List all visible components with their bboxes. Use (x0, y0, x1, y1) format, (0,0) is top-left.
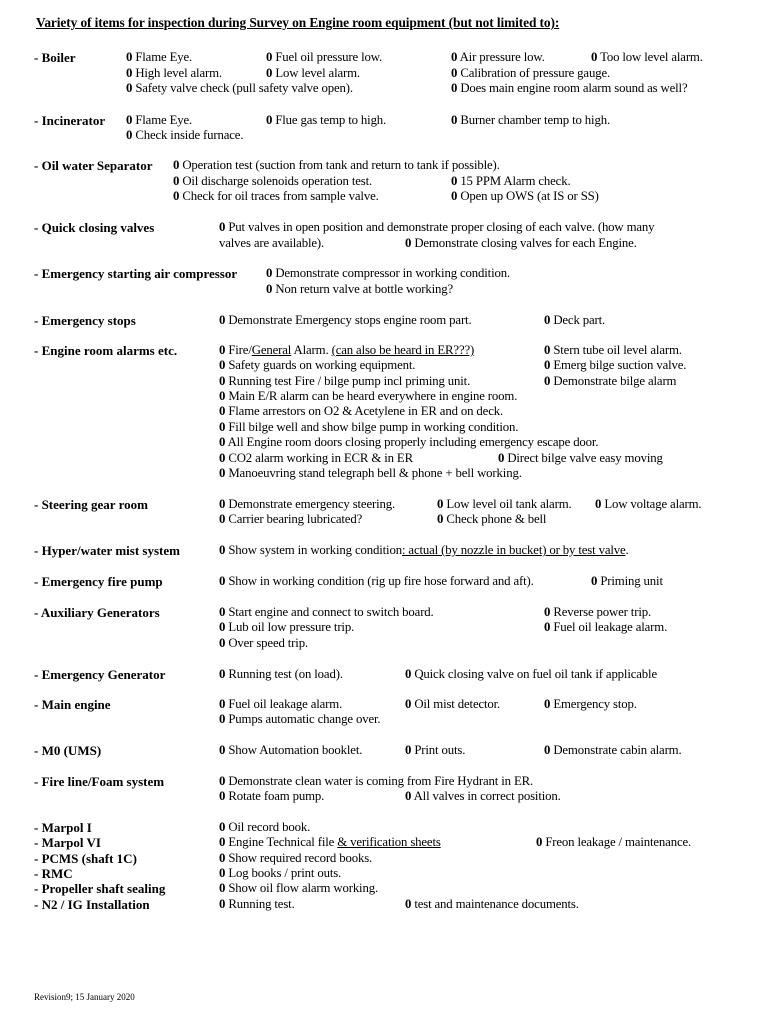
check-mark: 0 (266, 50, 273, 64)
check-mark: 0 (219, 881, 226, 895)
check-item: 0 Show oil flow alarm working. (219, 881, 379, 895)
check-item: 0 Running test. (219, 897, 295, 911)
check-item: 0 Start engine and connect to switch board. (219, 605, 434, 619)
check-mark: 0 (219, 466, 226, 480)
check-item: 0 Direct bilge valve easy moving (498, 451, 663, 465)
check-mark: 0 (266, 266, 273, 280)
check-mark: 0 (219, 789, 226, 803)
check-mark: 0 (219, 866, 226, 880)
check-mark: 0 (544, 697, 551, 711)
check-mark: 0 (544, 358, 551, 372)
check-item: 0 Print outs. (405, 743, 466, 757)
check-item: 0 Show required record books. (219, 851, 373, 865)
section-label-steering-gear-room: - Steering gear room (34, 497, 148, 512)
check-item: 0 All valves in correct position. (405, 789, 561, 803)
section-label-propeller-shaft-sealing: - Propeller shaft sealing (34, 881, 166, 896)
check-mark: 0 (219, 497, 226, 511)
check-item: 0 Show Automation booklet. (219, 743, 363, 757)
check-item: 0 Low voltage alarm. (595, 497, 702, 511)
check-item: 0 Calibration of pressure gauge. (451, 66, 611, 80)
check-mark: 0 (219, 743, 226, 757)
check-item: 0 Burner chamber temp to high. (451, 113, 610, 127)
check-mark: 0 (544, 620, 551, 634)
check-mark: 0 (219, 774, 226, 788)
section-label-marpol-i: - Marpol I (34, 820, 92, 835)
check-item: 0 Manoeuvring stand telegraph bell & phone + bell working. (219, 466, 522, 480)
check-item: 0 Demonstrate cabin alarm. (544, 743, 682, 757)
check-mark: 0 (219, 543, 226, 557)
check-mark: 0 (266, 113, 273, 127)
check-mark: 0 (451, 113, 458, 127)
check-item: 0 Lub oil low pressure trip. (219, 620, 355, 634)
check-item: 0 All Engine room doors closing properly including emergency escape door. (219, 435, 599, 449)
check-item: 0 Main E/R alarm can be heard everywhere in engine room. (219, 389, 518, 403)
check-item: 0 Open up OWS (at IS or SS) (451, 189, 599, 203)
check-item: 0 Deck part. (544, 313, 606, 327)
check-item: 0 Too low level alarm. (591, 50, 703, 64)
document-title: Variety of items for inspection during Survey on Engine room equipment (but not limited to): (36, 15, 560, 30)
check-mark: 0 (219, 404, 226, 418)
check-mark: 0 (544, 374, 551, 388)
section-label-main-engine: - Main engine (34, 697, 111, 712)
check-mark: 0 (219, 574, 226, 588)
check-item: 0 Demonstrate emergency steering. (219, 497, 396, 511)
check-mark: 0 (219, 636, 226, 650)
check-item: 0 Quick closing valve on fuel oil tank if applicable (405, 667, 657, 681)
check-item-continuation: valves are available). (219, 236, 325, 250)
check-mark: 0 (437, 512, 444, 526)
check-mark: 0 (405, 667, 412, 681)
check-mark: 0 (219, 374, 226, 388)
check-item: 0 Flame Eye. (126, 50, 193, 64)
check-mark: 0 (451, 50, 458, 64)
check-item: 0 test and maintenance documents. (405, 897, 579, 911)
check-item: 0 Demonstrate compressor in working condition. (266, 266, 511, 280)
section-label-auxiliary-generators: - Auxiliary Generators (34, 605, 160, 620)
check-item: 0 Emerg bilge suction valve. (544, 358, 687, 372)
check-mark: 0 (219, 835, 226, 849)
check-item: 0 Fuel oil pressure low. (266, 50, 383, 64)
check-mark: 0 (544, 605, 551, 619)
check-item: 0 Check phone & bell (437, 512, 547, 526)
check-item: 0 Fuel oil leakage alarm. (219, 697, 343, 711)
check-mark: 0 (219, 712, 226, 726)
check-item: 0 Does main engine room alarm sound as well? (451, 81, 688, 95)
check-mark: 0 (219, 435, 226, 449)
check-item: 0 Demonstrate bilge alarm (544, 374, 677, 388)
section-label-emergency-starting-air-compressor: - Emergency starting air compressor (34, 266, 238, 281)
check-item: 0 Pumps automatic change over. (219, 712, 381, 726)
check-mark: 0 (591, 574, 598, 588)
check-mark: 0 (219, 605, 226, 619)
check-mark: 0 (219, 389, 226, 403)
check-mark: 0 (591, 50, 598, 64)
check-item: 0 Low level alarm. (266, 66, 360, 80)
section-label-fire-line-foam: - Fire line/Foam system (34, 774, 165, 789)
check-item: 0 Engine Technical file & verification sheets (219, 835, 441, 849)
check-item: 0 Demonstrate Emergency stops engine room part. (219, 313, 472, 327)
check-mark: 0 (173, 174, 180, 188)
check-item: 0 Fill bilge well and show bilge pump in working condition. (219, 420, 519, 434)
check-mark: 0 (405, 743, 412, 757)
check-mark: 0 (595, 497, 602, 511)
check-mark: 0 (544, 313, 551, 327)
section-label-pcms: - PCMS (shaft 1C) (34, 851, 137, 866)
check-item: 0 Rotate foam pump. (219, 789, 325, 803)
check-mark: 0 (219, 343, 226, 357)
check-mark: 0 (498, 451, 505, 465)
check-mark: 0 (219, 667, 226, 681)
check-mark: 0 (451, 66, 458, 80)
check-mark: 0 (451, 189, 458, 203)
check-item: 0 Non return valve at bottle working? (266, 282, 454, 296)
check-mark: 0 (126, 128, 133, 142)
check-mark: 0 (173, 158, 180, 172)
check-item: 0 Fire/General Alarm. (can also be heard in ER???) (219, 343, 475, 357)
check-item: 0 Running test (on load). (219, 667, 343, 681)
check-item: 0 Operation test (suction from tank and return to tank if possible). (173, 158, 500, 172)
section-label-hyper-water-mist: - Hyper/water mist system (34, 543, 180, 558)
check-mark: 0 (544, 743, 551, 757)
check-item: 0 Freon leakage / maintenance. (536, 835, 692, 849)
section-label-marpol-vi: - Marpol VI (34, 835, 101, 850)
check-mark: 0 (126, 66, 133, 80)
check-item: 0 Emergency stop. (544, 697, 637, 711)
section-label-n2-ig: - N2 / IG Installation (34, 897, 150, 912)
check-mark: 0 (536, 835, 543, 849)
check-item: 0 Safety valve check (pull safety valve open). (126, 81, 353, 95)
check-item: 0 Stern tube oil level alarm. (544, 343, 682, 357)
check-item: 0 Running test Fire / bilge pump incl priming unit. (219, 374, 471, 388)
section-label-emergency-generator: - Emergency Generator (34, 667, 166, 682)
check-mark: 0 (219, 420, 226, 434)
check-item: 0 High level alarm. (126, 66, 222, 80)
check-item: 0 CO2 alarm working in ECR & in ER (219, 451, 413, 465)
check-item: 0 Oil discharge solenoids operation test. (173, 174, 373, 188)
check-item: 0 Log books / print outs. (219, 866, 342, 880)
check-mark: 0 (451, 81, 458, 95)
check-mark: 0 (219, 851, 226, 865)
check-mark: 0 (219, 451, 226, 465)
check-mark: 0 (219, 512, 226, 526)
section-label-oil-water-separator: - Oil water Separator (34, 158, 153, 173)
check-item: 0 Over speed trip. (219, 636, 308, 650)
check-mark: 0 (405, 789, 412, 803)
section-label-rmc: - RMC (34, 866, 73, 881)
check-item: 0 15 PPM Alarm check. (451, 174, 571, 188)
check-mark: 0 (219, 697, 226, 711)
check-mark: 0 (219, 897, 226, 911)
check-item: 0 Low level oil tank alarm. (437, 497, 572, 511)
section-label-ums: - M0 (UMS) (34, 743, 102, 758)
check-item: 0 Carrier bearing lubricated? (219, 512, 363, 526)
check-mark: 0 (219, 220, 226, 234)
check-mark: 0 (219, 358, 226, 372)
check-item: 0 Safety guards on working equipment. (219, 358, 416, 372)
check-mark: 0 (219, 620, 226, 634)
check-mark: 0 (219, 820, 226, 834)
check-item: 0 Show system in working condition: actual (by nozzle in bucket) or by test valve. (219, 543, 629, 557)
check-item: 0 Check inside furnace. (126, 128, 244, 142)
revision-footer: Revision9; 15 January 2020 (34, 992, 135, 1002)
check-item: 0 Oil mist detector. (405, 697, 501, 711)
check-mark: 0 (437, 497, 444, 511)
section-label-emergency-stops: - Emergency stops (34, 313, 136, 328)
check-item: 0 Priming unit (591, 574, 663, 588)
check-mark: 0 (219, 313, 226, 327)
check-mark: 0 (173, 189, 180, 203)
check-mark: 0 (266, 282, 273, 296)
check-mark: 0 (405, 897, 412, 911)
section-label-quick-closing-valves: - Quick closing valves (34, 220, 155, 235)
check-item: 0 Show in working condition (rig up fire hose forward and aft). (219, 574, 534, 588)
check-item: 0 Reverse power trip. (544, 605, 652, 619)
check-mark: 0 (126, 50, 133, 64)
check-item: 0 Demonstrate clean water is coming from Fire Hydrant in ER. (219, 774, 534, 788)
check-mark: 0 (405, 697, 412, 711)
check-mark: 0 (451, 174, 458, 188)
section-label-incinerator: - Incinerator (34, 113, 106, 128)
check-mark: 0 (544, 343, 551, 357)
check-mark: 0 (405, 236, 412, 250)
section-label-engine-room-alarms: - Engine room alarms etc. (34, 343, 178, 358)
check-item: 0 Put valves in open position and demonstrate proper closing of each valve. (how many (219, 220, 655, 234)
check-mark: 0 (126, 81, 133, 95)
section-label-boiler: - Boiler (34, 50, 76, 65)
check-item: 0 Demonstrate closing valves for each Engine. (405, 236, 637, 250)
check-mark: 0 (266, 66, 273, 80)
check-mark: 0 (126, 113, 133, 127)
check-item: 0 Check for oil traces from sample valve. (173, 189, 379, 203)
check-item: 0 Flame Eye. (126, 113, 193, 127)
check-item: 0 Flame arrestors on O2 & Acetylene in ER and on deck. (219, 404, 504, 418)
section-label-emergency-fire-pump: - Emergency fire pump (34, 574, 163, 589)
check-item: 0 Flue gas temp to high. (266, 113, 387, 127)
check-item: 0 Fuel oil leakage alarm. (544, 620, 668, 634)
check-item: 0 Oil record book. (219, 820, 311, 834)
check-item: 0 Air pressure low. (451, 50, 545, 64)
